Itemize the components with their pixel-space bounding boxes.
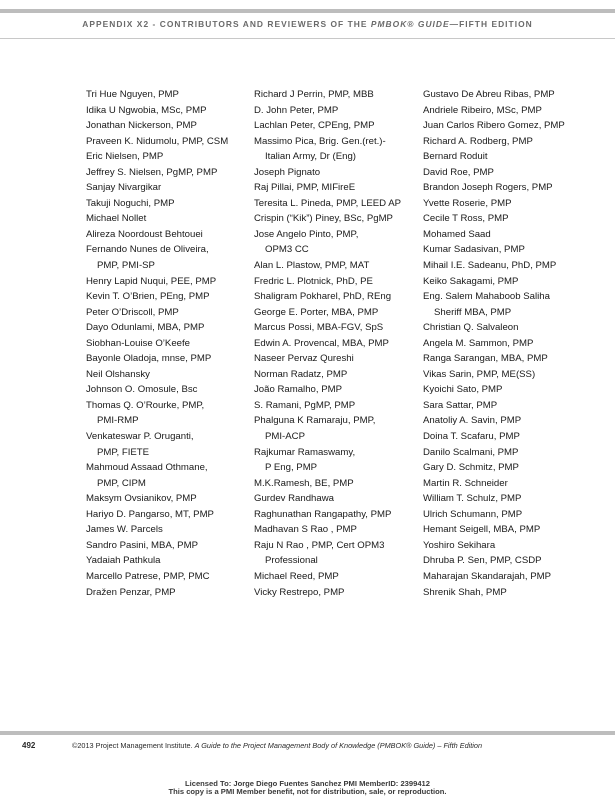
contributor-name: Dražen Penzar, PMP (86, 586, 176, 598)
contributor-entry (423, 118, 565, 134)
contributor-entry (423, 211, 565, 227)
contributor-name: Tri Hue Nguyen, PMP (86, 89, 179, 100)
contributor-name: D. John Peter, PMP (254, 104, 339, 116)
contributor-entry (254, 398, 401, 414)
contributor-name: Neil Olshansky (86, 368, 150, 380)
contributor-name: João Ramalho, PMP (254, 384, 342, 396)
contributor-entry (254, 211, 401, 227)
contributor-name: Martin R. Schneider (423, 477, 508, 489)
contributor-name-continuation: PMP, PMI-SP (97, 260, 155, 272)
contributor-entry (423, 491, 565, 507)
contributor-entry (423, 382, 565, 398)
contributor-entry (86, 87, 228, 103)
contributor-entry (254, 538, 401, 569)
contributor-entry (254, 274, 401, 290)
contributor-entry (423, 165, 565, 181)
contributor-entry (86, 196, 228, 212)
contributor-name-continuation: PMI-ACP (265, 431, 305, 443)
contributor-entry (254, 258, 401, 274)
contributor-name: Mihail I.E. Sadeanu, PhD, PMP (423, 260, 557, 272)
contributor-entry (423, 87, 565, 103)
contributor-entry (86, 134, 228, 150)
contributor-entry (423, 134, 565, 150)
contributor-entry (254, 118, 401, 134)
contributor-name: Mahmoud Assaad Othmane, (86, 462, 208, 474)
contributor-entry (423, 289, 565, 320)
license-notice (0, 780, 615, 797)
contributor-name: Gustavo De Abreu Ribas, PMP (423, 89, 555, 100)
running-head-part2: —FIFTH EDITION (449, 19, 533, 29)
contributor-name: David Roe, PMP (423, 166, 494, 178)
contributor-entry (423, 196, 565, 212)
contributor-name: Anatoliy A. Savin, PMP (423, 415, 522, 427)
contributor-name: Massimo Pica, Brig. Gen.(ret.)- (254, 135, 386, 147)
contributor-name: Yadaiah Pathkula (86, 555, 161, 567)
contributor-entry (423, 274, 565, 290)
contributor-name: Vicky Restrepo, PMP (254, 586, 345, 598)
contributor-name: Dayo Odunlami, MBA, PMP (86, 322, 205, 334)
contributor-entry (423, 553, 565, 569)
contributor-name: Alan L. Plastow, PMP, MAT (254, 260, 370, 272)
contributor-entry (254, 382, 401, 398)
contributor-entry (86, 460, 228, 491)
contributor-entry (86, 398, 228, 429)
contributor-entry (423, 149, 565, 165)
contributor-name: Phalguna K Ramaraju, PMP, (254, 415, 376, 427)
contributor-name: Fredric L. Plotnick, PhD, PE (254, 275, 373, 287)
contributor-name: James W. Parcels (86, 524, 163, 536)
contributors-column-3 (423, 87, 565, 600)
contributor-entry (254, 320, 401, 336)
contributor-name: Dhruba P. Sen, PMP, CSDP (423, 555, 542, 567)
contributor-name: Maksym Ovsianikov, PMP (86, 493, 197, 505)
contributor-entry (254, 87, 401, 103)
contributor-name: Bernard Roduit (423, 151, 488, 163)
contributor-entry (423, 180, 565, 196)
contributor-entry (86, 491, 228, 507)
contributor-name-continuation: PMP, FIETE (97, 446, 150, 458)
contributor-entry (254, 507, 401, 523)
contributor-name: Naseer Pervaz Qureshi (254, 353, 354, 365)
contributor-entry (86, 429, 228, 460)
contributor-name: Jose Angelo Pinto, PMP, (254, 228, 359, 240)
contributor-name: Peter O’Driscoll, PMP (86, 306, 179, 318)
contributor-name: Teresita L. Pineda, PMP, LEED AP (254, 197, 402, 209)
contributor-entry (86, 211, 228, 227)
contributor-name: Kumar Sadasivan, PMP (423, 244, 525, 256)
contributor-entry (86, 351, 228, 367)
contributor-entry (86, 367, 228, 383)
contributor-entry (86, 538, 228, 554)
contributor-name: Venkateswar P. Oruganti, (86, 431, 194, 443)
contributor-name: Rajkumar Ramaswamy, (254, 446, 356, 458)
contributor-entry (86, 320, 228, 336)
contributor-name: Sandro Pasini, MBA, PMP (86, 539, 198, 551)
contributor-entry (423, 227, 565, 243)
contributor-name: Johnson O. Omosule, Bsc (86, 384, 198, 396)
contributors-column-2 (254, 87, 401, 600)
contributor-entry (423, 569, 565, 585)
copyright-prefix: ©2013 Project Management Institute. (72, 741, 195, 750)
contributor-name: S. Ramani, PgMP, PMP (254, 399, 356, 411)
contributor-name: Lachlan Peter, CPEng, PMP (254, 120, 375, 132)
contributor-entry (254, 165, 401, 181)
contributor-name: Takuji Noguchi, PMP (86, 197, 175, 209)
contributor-entry (423, 398, 565, 414)
contributor-entry (423, 522, 565, 538)
running-head (0, 19, 615, 29)
contributor-name: Eng. Salem Mahaboob Saliha (423, 291, 550, 303)
contributor-name: Alireza Noordoust Behtouei (86, 228, 203, 240)
contributor-name: Christian Q. Salvaleon (423, 322, 519, 334)
contributor-entry (254, 180, 401, 196)
contributor-entry (86, 305, 228, 321)
contributor-name: Crispin (“Kik”) Piney, BSc, PgMP (254, 213, 393, 225)
contributor-entry (86, 569, 228, 585)
contributor-name: Henry Lapid Nuqui, PEE, PMP (86, 275, 217, 287)
contributor-entry (423, 103, 565, 119)
contributor-entry (254, 476, 401, 492)
contributor-name: Ulrich Schumann, PMP (423, 508, 523, 520)
contributor-entry (254, 134, 401, 165)
contributor-name: Hemant Seigell, MBA, PMP (423, 524, 541, 536)
contributor-name: Eric Nielsen, PMP (86, 151, 164, 163)
contributors-column-1 (86, 87, 228, 600)
running-head-part1: APPENDIX X2 - CONTRIBUTORS AND REVIEWERS OF THE (82, 19, 371, 29)
footer-rule (0, 731, 615, 735)
contributor-name: Marcello Patrese, PMP, PMC (86, 570, 210, 582)
contributor-name: Thomas Q. O’Rourke, PMP, (86, 399, 205, 411)
contributor-name: Kyoichi Sato, PMP (423, 384, 503, 396)
contributor-name: Fernando Nunes de Oliveira, (86, 244, 209, 256)
contributor-entry (86, 165, 228, 181)
contributor-entry (86, 180, 228, 196)
contributor-entry (423, 351, 565, 367)
contributor-entry (423, 460, 565, 476)
contributor-name: Yoshiro Sekihara (423, 539, 496, 551)
contributor-name: Doina T. Scafaru, PMP (423, 431, 520, 443)
contributor-name: Madhavan S Rao , PMP (254, 524, 357, 536)
contributor-entry (254, 336, 401, 352)
contributor-entry (86, 118, 228, 134)
contributor-name: Richard A. Rodberg, PMP (423, 135, 533, 147)
contributor-entry (254, 196, 401, 212)
contributor-name: Gurdev Randhawa (254, 493, 334, 505)
contributor-name: Idika U Ngwobia, MSc, PMP (86, 104, 207, 116)
contributor-entry (254, 445, 401, 476)
contributor-name: Keiko Sakagami, PMP (423, 275, 519, 287)
contributor-name: Ranga Sarangan, MBA, PMP (423, 353, 548, 365)
contributor-name: Juan Carlos Ribero Gomez, PMP (423, 120, 565, 132)
contributor-name: M.K.Ramesh, BE, PMP (254, 477, 354, 489)
contributor-name: George E. Porter, MBA, PMP (254, 306, 379, 318)
contributor-name-continuation: PMP, CIPM (97, 477, 146, 489)
contributor-name: Praveen K. Nidumolu, PMP, CSM (86, 135, 229, 147)
contributor-entry (423, 507, 565, 523)
contributor-name: Raju N Rao , PMP, Cert OPM3 (254, 539, 385, 551)
contributor-name: William T. Schulz, PMP (423, 493, 522, 505)
contributor-entry (254, 351, 401, 367)
contributor-name: Danilo Scalmani, PMP (423, 446, 519, 458)
contributor-name: Shaligram Pokharel, PhD, REng (254, 291, 392, 303)
contributor-entry (423, 476, 565, 492)
contributor-name: Bayonle Oladoja, mnse, PMP (86, 353, 212, 365)
contributor-entry (86, 336, 228, 352)
contributor-name: Brandon Joseph Rogers, PMP (423, 182, 553, 194)
contributor-name: Hariyo D. Pangarso, MT, PMP (86, 508, 214, 520)
contributor-entry (86, 227, 228, 243)
contributor-entry (254, 305, 401, 321)
header-rule (0, 9, 615, 13)
contributor-entry (254, 413, 401, 444)
contributor-entry (86, 289, 228, 305)
contributor-entry (254, 367, 401, 383)
contributor-name: Cecile T Ross, PMP (423, 213, 509, 225)
contributor-entry (423, 445, 565, 461)
contributor-name: Norman Radatz, PMP (254, 368, 348, 380)
license-line-2: This copy is a PMI Member benefit, not for distribution, sale, or reproduction. (168, 787, 447, 797)
contributor-name: Edwin A. Provencal, MBA, PMP (254, 337, 389, 349)
contributor-entry (254, 569, 401, 585)
contributor-entry (423, 413, 565, 429)
contributor-entry (86, 103, 228, 119)
copyright-line (72, 741, 482, 750)
contributor-entry (86, 585, 228, 601)
contributor-name: Andriele Ribeiro, MSc, PMP (423, 104, 542, 116)
contributor-name: Sara Sattar, PMP (423, 399, 498, 411)
contributor-name: Marcus Possi, MBA-FGV, SpS (254, 322, 384, 334)
contributor-entry (423, 538, 565, 554)
license-line-1: Licensed To: Jorge Diego Fuentes Sanchez PMI MemberID: 2399412 (184, 779, 431, 788)
contributor-entry (86, 522, 228, 538)
contributor-name: Kevin T. O’Brien, PEng, PMP (86, 291, 210, 303)
contributor-name-continuation: P Eng, PMP (265, 462, 318, 474)
contributor-name: Raj Pillai, PMP, MIFireE (254, 182, 356, 194)
contributor-name: Michael Reed, PMP (254, 570, 339, 582)
contributor-entry (86, 507, 228, 523)
contributor-name: Michael Nollet (86, 213, 147, 225)
contributor-entry (86, 274, 228, 290)
contributor-name: Jonathan Nickerson, PMP (86, 120, 197, 132)
contributor-name-continuation: Italian Army, Dr (Eng) (265, 151, 356, 163)
contributor-name: Shrenik Shah, PMP (423, 586, 507, 598)
contributor-name: Yvette Roserie, PMP (423, 197, 512, 209)
copyright-guide-title: A Guide to the Project Management Body of Knowledge (PMBOK® Guide) – Fifth Edition (194, 741, 483, 750)
contributor-name: Sanjay Nivargikar (86, 182, 162, 194)
contributor-name: Vikas Sarin, PMP, ME(SS) (423, 368, 536, 380)
contributor-entry (86, 553, 228, 569)
contributor-entry (86, 382, 228, 398)
contributor-entry (254, 227, 401, 258)
contributor-entry (254, 491, 401, 507)
contributor-name-continuation: PMI-RMP (97, 415, 139, 427)
contributor-name: Maharajan Skandarajah, PMP (423, 570, 551, 582)
contributor-name: Jeffrey S. Nielsen, PgMP, PMP (86, 166, 218, 178)
contributor-entry (423, 320, 565, 336)
contributor-entry (423, 585, 565, 601)
contributor-entry (423, 242, 565, 258)
page-number: 492 (22, 741, 36, 750)
contributor-name: Gary D. Schmitz, PMP (423, 462, 519, 474)
contributor-name-continuation: Professional (265, 555, 318, 567)
contributor-name: Richard J Perrin, PMP, MBB (254, 89, 374, 100)
contributor-entry (86, 242, 228, 273)
running-head-guide-title: PMBOK® GUIDE (370, 19, 450, 29)
contributor-entry (254, 522, 401, 538)
header-divider (0, 38, 615, 39)
contributor-name: Joseph Pignato (254, 166, 321, 178)
contributor-entry (86, 149, 228, 165)
contributor-name: Mohamed Saad (423, 228, 491, 240)
contributor-entry (254, 289, 401, 305)
contributor-entry (423, 336, 565, 352)
contributor-name: Siobhan-Louise O’Keefe (86, 337, 191, 349)
contributor-entry (423, 429, 565, 445)
contributor-entry (423, 367, 565, 383)
contributor-name-continuation: OPM3 CC (265, 244, 309, 256)
contributor-entry (254, 103, 401, 119)
contributor-name-continuation: Sheriff MBA, PMP (434, 306, 512, 318)
contributor-entry (254, 585, 401, 601)
contributor-entry (423, 258, 565, 274)
contributor-name: Raghunathan Rangapathy, PMP (254, 508, 392, 520)
contributor-name: Angela M. Sammon, PMP (423, 337, 534, 349)
